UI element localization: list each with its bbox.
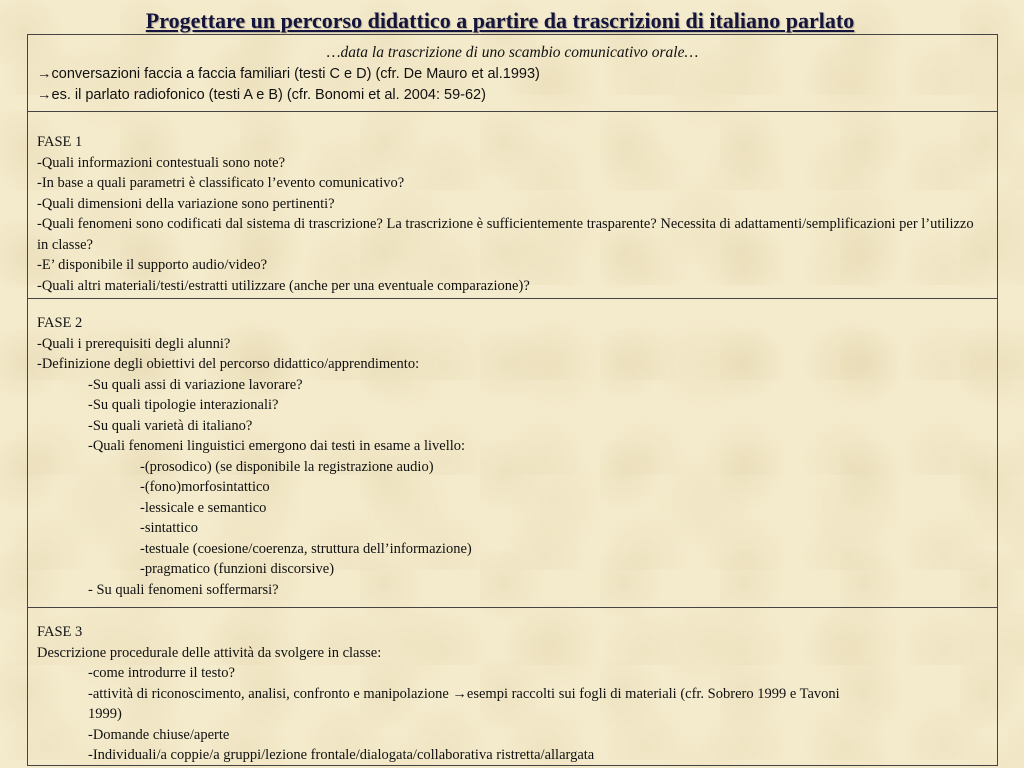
phase-1-line: -Quali informazioni contestuali sono note? bbox=[37, 154, 286, 171]
phase-1-line: -In base a quali parametri è classificato l’evento comunicativo? bbox=[37, 175, 405, 191]
phase-3-sub-item-cont: 1999) bbox=[88, 706, 122, 722]
phase-2-sub-item: - Su quali fenomeni soffermarsi? bbox=[88, 581, 279, 598]
phase-2-sub-item: -Su quali tipologie interazionali? bbox=[88, 397, 279, 413]
phase-2-level-item: -(prosodico) (se disponibile la registrazione audio) bbox=[140, 458, 434, 475]
phase-2-heading: FASE 2 bbox=[37, 315, 83, 331]
phase-3-section bbox=[28, 608, 997, 767]
phase-2-level-item: -lessicale e semantico bbox=[140, 499, 267, 516]
phase-2-level-item: -pragmatico (funzioni discorsive) bbox=[140, 561, 335, 577]
intro-line-1: →conversazioni faccia a faccia familiari (testi C e D) (cfr. De Mauro et al.1993) bbox=[37, 64, 988, 85]
phase-3-description: Descrizione procedurale delle attività da svolgere in classe: bbox=[37, 644, 382, 661]
page-title: Progettare un percorso didattico a partire da trascrizioni di italiano parlato bbox=[145, 8, 855, 33]
phase-1-line: -Quali altri materiali/testi/estratti utilizzare (anche per una eventuale comparazione)? bbox=[37, 277, 530, 294]
phase-2-line: -Definizione degli obiettivi del percorso didattico/apprendimento: bbox=[37, 356, 420, 372]
phase-2-level-item: -sintattico bbox=[140, 520, 198, 536]
phase-3-sub-item: -attività di riconoscimento, analisi, confronto e manipolazione →esempi raccolti sui fogli di materiali (cfr. Sobrero 1999 e Tavoni bbox=[37, 684, 988, 705]
phase-2-section bbox=[28, 299, 997, 608]
phase-1-section bbox=[28, 112, 997, 299]
phase-2-sub-item: -Su quali varietà di italiano? bbox=[88, 417, 253, 434]
content-frame bbox=[27, 34, 998, 766]
phase-2-sub-item: -Quali fenomeni linguistici emergono dai testi in esame a livello: bbox=[88, 438, 466, 454]
phase-3-sub-item: -Domande chiuse/aperte bbox=[88, 726, 230, 743]
intro-heading: …data la trascrizione di uno scambio comunicativo orale… bbox=[326, 44, 699, 61]
phase-1-line: -E’ disponibile il supporto audio/video? bbox=[37, 257, 268, 273]
arrow-right-icon: → bbox=[37, 66, 52, 82]
phase-2-sub-item: -Su quali assi di variazione lavorare? bbox=[88, 376, 303, 393]
phase-1-heading: FASE 1 bbox=[37, 134, 83, 150]
phase-3-heading: FASE 3 bbox=[37, 624, 83, 640]
phase-2-line: -Quali i prerequisiti degli alunni? bbox=[37, 335, 231, 352]
phase-1-line: -Quali dimensioni della variazione sono pertinenti? bbox=[37, 195, 335, 212]
intro-section bbox=[28, 35, 997, 112]
phase-3-sub-item: -Individuali/a coppie/a gruppi/lezione frontale/dialogata/collaborativa ristretta/allargata bbox=[88, 747, 595, 763]
phase-2-level-item: -(fono)morfosintattico bbox=[140, 479, 270, 495]
phase-1-line: -Quali fenomeni sono codificati dal sistema di trascrizione? La trascrizione è sufficientemente trasparente? Necessita di adattamenti/semplificazioni per l’utilizzo in classe? bbox=[37, 216, 974, 253]
intro-line-2: →es. il parlato radiofonico (testi A e B) (cfr. Bonomi et al. 2004: 59-62) bbox=[37, 85, 988, 106]
phase-2-level-item: -testuale (coesione/coerenza, struttura dell’informazione) bbox=[140, 540, 472, 557]
arrow-right-icon: → bbox=[37, 87, 52, 103]
phase-3-sub-item: -come introdurre il testo? bbox=[88, 665, 235, 681]
arrow-right-icon: → bbox=[452, 685, 467, 702]
